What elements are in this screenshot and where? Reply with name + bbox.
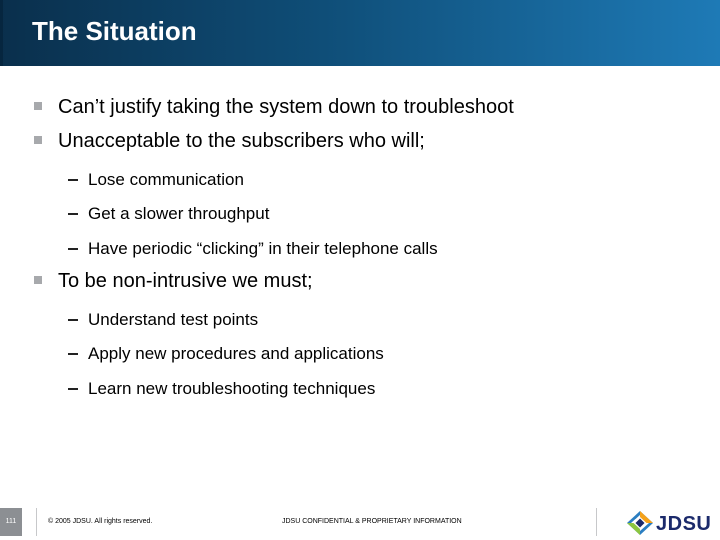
sub-bullet-text: Learn new troubleshooting techniques bbox=[88, 379, 376, 398]
sub-bullet-text: Get a slower throughput bbox=[88, 204, 270, 223]
dash-bullet-icon bbox=[68, 319, 78, 321]
dash-bullet-icon bbox=[68, 388, 78, 390]
square-bullet-icon bbox=[34, 276, 42, 284]
slide-title: The Situation bbox=[32, 16, 197, 46]
jdsu-logo bbox=[626, 510, 716, 536]
dash-bullet-icon bbox=[68, 179, 78, 181]
square-bullet-icon bbox=[34, 102, 42, 110]
dash-bullet-icon bbox=[68, 213, 78, 215]
footer-confidential: JDSU CONFIDENTIAL & PROPRIETARY INFORMATION bbox=[282, 518, 462, 525]
sub-bullet-text: Apply new procedures and applications bbox=[88, 344, 384, 363]
dash-bullet-icon bbox=[68, 248, 78, 250]
page-number: 111 bbox=[5, 518, 17, 525]
bullet-text: To be non-intrusive we must; bbox=[58, 270, 313, 292]
footer-copyright: © 2005 JDSU. All rights reserved. bbox=[48, 518, 153, 525]
footer-divider bbox=[596, 508, 597, 536]
bullet-text: Unacceptable to the subscribers who will; bbox=[58, 130, 425, 152]
sub-bullet-text: Understand test points bbox=[88, 310, 259, 329]
square-bullet-icon bbox=[34, 136, 42, 144]
bullet-text: Can’t justify taking the system down to troubleshoot bbox=[58, 96, 514, 118]
sub-bullet-text: Have periodic “clicking” in their telephone calls bbox=[88, 239, 438, 258]
dash-bullet-icon bbox=[68, 353, 78, 355]
logo-wordmark: JDSU bbox=[656, 513, 712, 535]
jdsu-logo-mark-icon bbox=[626, 510, 654, 536]
footer-divider bbox=[36, 508, 37, 536]
sub-bullet-text: Lose communication bbox=[88, 170, 244, 189]
